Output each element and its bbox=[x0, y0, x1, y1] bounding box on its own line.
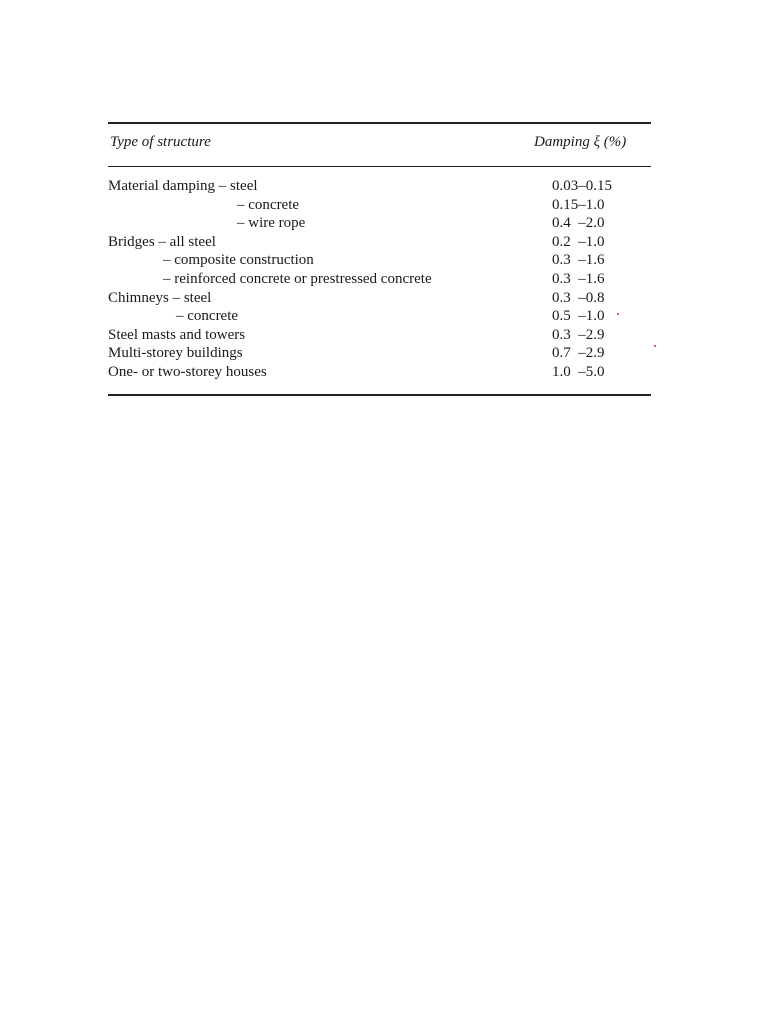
row-value: 0.2 –1.0 bbox=[552, 233, 605, 250]
table-row bbox=[108, 344, 651, 363]
table-row bbox=[108, 289, 651, 308]
row-label: One- or two-storey houses bbox=[108, 363, 267, 380]
row-label: Steel masts and towers bbox=[108, 326, 246, 343]
row-value: 0.4 –2.0 bbox=[552, 215, 605, 232]
row-label: Material damping – steel bbox=[108, 178, 258, 194]
table-row bbox=[108, 307, 651, 326]
row-value: 0.3 –0.8 bbox=[552, 289, 605, 306]
scan-speck bbox=[617, 313, 619, 315]
row-value: 0.3 –1.6 bbox=[552, 270, 605, 287]
header-type-of-structure: Type of structure bbox=[110, 134, 211, 150]
row-label: – wire rope bbox=[237, 215, 306, 232]
row-value: 0.7 –2.9 bbox=[552, 345, 605, 362]
row-value: 0.3 –2.9 bbox=[552, 326, 605, 343]
table-body bbox=[108, 177, 651, 382]
table-header-rule bbox=[108, 166, 651, 167]
table-bottom-rule bbox=[108, 394, 651, 396]
row-value: 1.0 –5.0 bbox=[552, 363, 605, 380]
table-row bbox=[108, 363, 651, 382]
row-label: Chimneys – steel bbox=[108, 289, 212, 306]
table-row bbox=[108, 214, 651, 233]
scan-speck bbox=[654, 345, 656, 347]
row-value: 0.03–0.15 bbox=[552, 178, 612, 194]
row-label: Bridges – all steel bbox=[108, 233, 216, 250]
row-label: – reinforced concrete or prestressed concrete bbox=[163, 270, 432, 287]
table-row bbox=[108, 177, 651, 196]
row-value: 0.3 –1.6 bbox=[552, 252, 605, 269]
header-damping: Damping ξ (%) bbox=[534, 134, 627, 150]
table-row bbox=[108, 196, 651, 215]
row-label: – composite construction bbox=[163, 252, 314, 269]
row-label: – concrete bbox=[237, 196, 300, 213]
row-value: 0.15–1.0 bbox=[552, 196, 605, 213]
table-row bbox=[108, 270, 651, 289]
row-label: – concrete bbox=[176, 308, 239, 325]
table-row bbox=[108, 233, 651, 252]
table-top-rule bbox=[108, 122, 651, 124]
row-label: Multi-storey buildings bbox=[108, 345, 243, 362]
table-row bbox=[108, 251, 651, 270]
row-value: 0.5 –1.0 bbox=[552, 308, 605, 325]
table-row bbox=[108, 326, 651, 345]
